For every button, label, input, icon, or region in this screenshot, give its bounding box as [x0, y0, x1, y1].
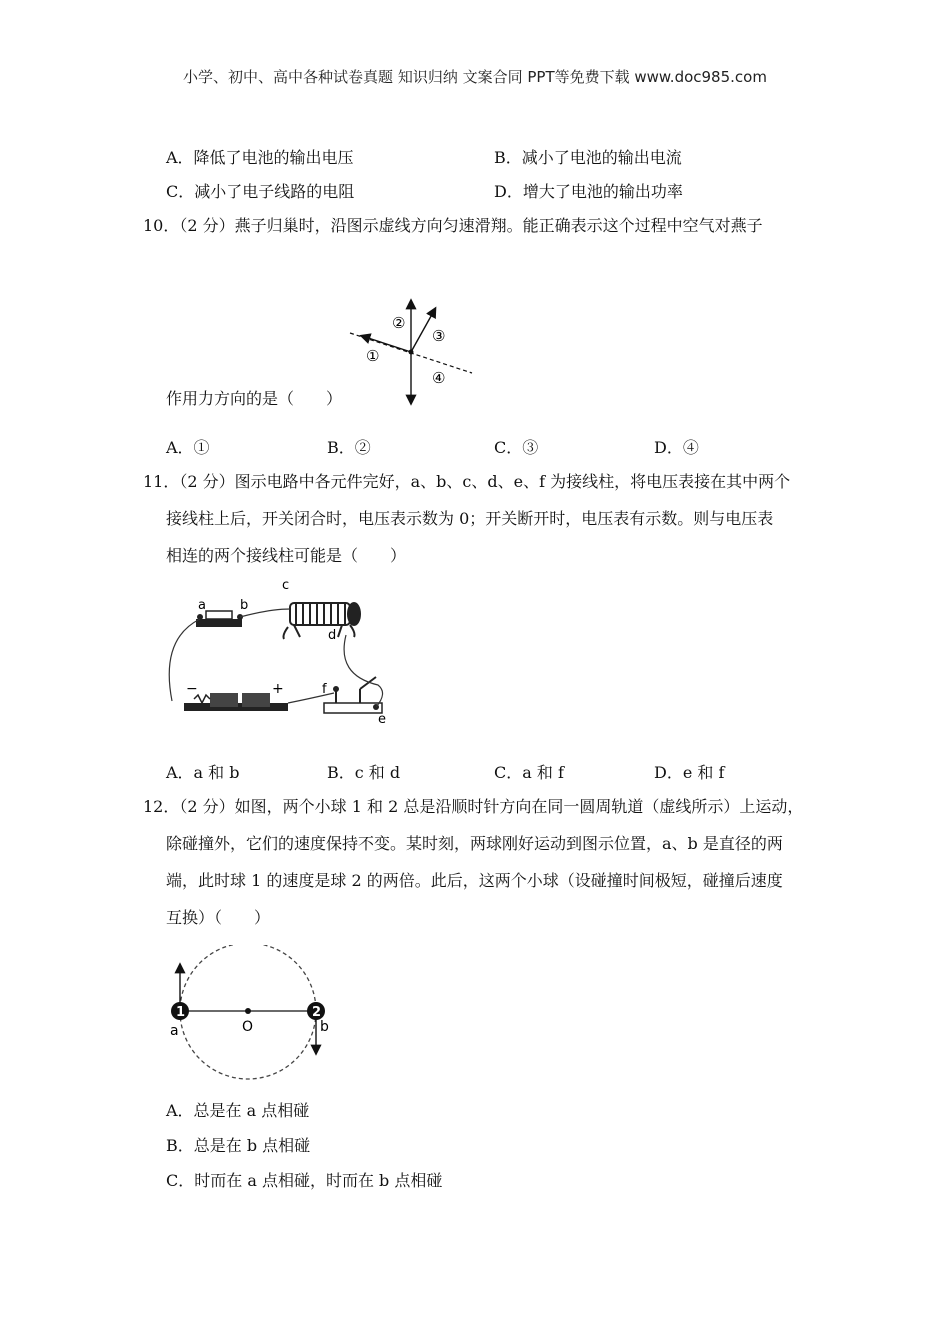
point-b-label: b: [320, 1019, 329, 1035]
label-4: ④: [432, 369, 446, 387]
q9-option-d[interactable]: D．增大了电池的输出功率: [494, 182, 683, 201]
q12-option-a[interactable]: A．总是在 a 点相碰: [166, 1101, 310, 1120]
point-a-label: a: [170, 1023, 179, 1039]
q12-stem-line-2: 除碰撞外，它们的速度保持不变。某时刻，两球刚好运动到图示位置，a、b 是直径的两: [166, 834, 783, 853]
q11-option-c[interactable]: C．a 和 f: [494, 763, 564, 782]
label-b: b: [240, 598, 249, 613]
q9-option-a[interactable]: A．降低了电池的输出电压: [166, 148, 354, 167]
page-header: 小学、初中、高中各种试卷真题 知识归纳 文案合同 PPT等免费下载 www.doc985.com: [183, 68, 767, 86]
q11-stem-line-3: 相连的两个接线柱可能是（ ）: [166, 546, 407, 565]
q11-stem-line-2: 接线柱上后，开关闭合时，电压表示数为 0；开关断开时，电压表有示数。则与电压表: [166, 509, 774, 528]
q11-option-d[interactable]: D．e 和 f: [654, 763, 725, 782]
label-d: d: [328, 628, 337, 643]
q9-option-b[interactable]: B．减小了电池的输出电流: [494, 148, 682, 167]
label-1: ①: [366, 347, 380, 365]
ball-2-label: 2: [312, 1005, 322, 1020]
label-2: ②: [392, 314, 406, 332]
center-point: [245, 1008, 251, 1014]
q10-option-a[interactable]: A．①: [166, 438, 210, 457]
q10-stem-line-1: 10．（2 分）燕子归巢时，沿图示虚线方向匀速滑翔。能正确表示这个过程中空气对燕子: [143, 216, 763, 235]
q9-option-c[interactable]: C．减小了电子线路的电阻: [166, 182, 355, 201]
q11-option-a[interactable]: A．a 和 b: [166, 763, 240, 782]
q11-option-b[interactable]: B．c 和 d: [327, 763, 401, 782]
q10-force-diagram: [340, 295, 490, 410]
ball-1-label: 1: [176, 1005, 186, 1020]
q10-option-b[interactable]: B．②: [327, 438, 371, 457]
label-f: f: [322, 682, 327, 697]
q12-stem-line-1: 12．（2 分）如图，两个小球 1 和 2 总是沿顺时针方向在同一圆周轨道（虚线所示）上运动，: [143, 797, 804, 816]
label-3: ③: [432, 327, 446, 345]
knife-switch-ef: [324, 677, 382, 713]
label-a: a: [198, 598, 206, 613]
switch-ab: [196, 611, 243, 627]
swallow-point: [409, 350, 414, 355]
label-c: c: [282, 578, 290, 593]
label-minus: −: [186, 681, 198, 697]
q10-option-d[interactable]: D．④: [654, 438, 699, 457]
q12-stem-line-4: 互换）（ ）: [166, 908, 271, 927]
label-e: e: [378, 712, 386, 725]
q12-stem-line-3: 端，此时球 1 的速度是球 2 的两倍。此后，这两个小球（设碰撞时间极短，碰撞后速度: [166, 871, 783, 890]
q10-stem-line-2: 作用力方向的是（ ）: [166, 389, 343, 408]
solenoid-cd: [284, 602, 362, 639]
q11-circuit-diagram: [160, 575, 400, 725]
center-o-label: O: [242, 1019, 254, 1035]
q12-option-c[interactable]: C．时而在 a 点相碰，时而在 b 点相碰: [166, 1171, 443, 1190]
q11-stem-line-1: 11．（2 分）图示电路中各元件完好，a、b、c、d、e、f 为接线柱，将电压表接在其中两个: [143, 472, 791, 491]
q10-option-c[interactable]: C．③: [494, 438, 539, 457]
q12-option-b[interactable]: B．总是在 b 点相碰: [166, 1136, 311, 1155]
q12-orbit-diagram: [160, 945, 340, 1085]
label-plus: +: [272, 681, 284, 697]
